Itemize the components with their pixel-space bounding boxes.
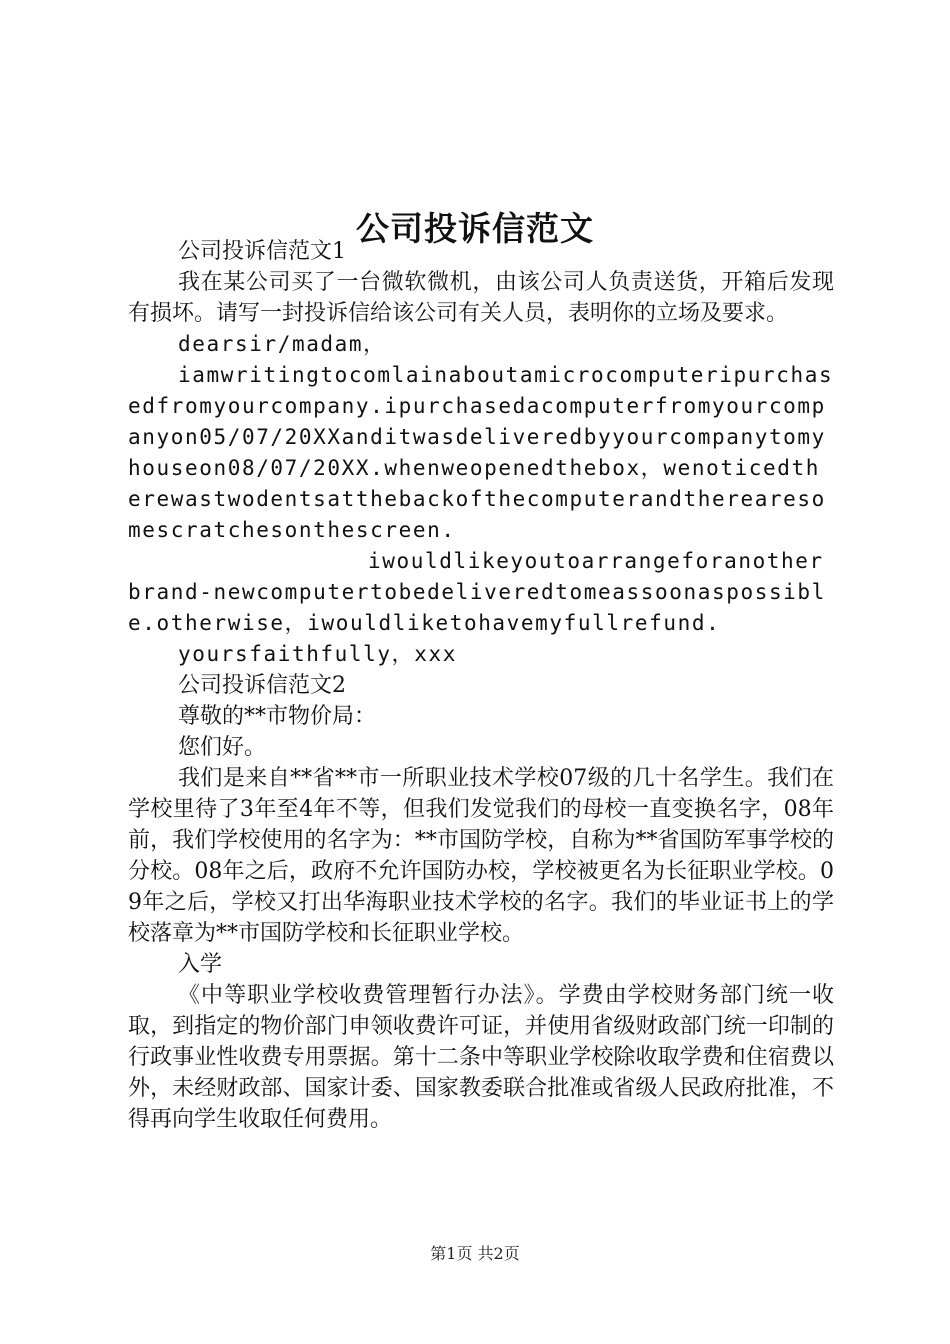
document-body bbox=[128, 236, 834, 1135]
prompt-paragraph: 我在某公司买了一台微软微机，由该公司人负责送货，开箱后发现有损坏。请写一封投诉信给该公司有关人员，表明你的立场及要求。 bbox=[128, 270, 834, 326]
letter-closing: yoursfaithfully，xxx bbox=[178, 642, 457, 666]
letter-addressee: 尊敬的**市物价局： bbox=[178, 704, 377, 729]
document-title: 公司投诉信范文 bbox=[356, 209, 594, 249]
complaint-paragraph-1: 我们是来自**省**市一所职业技术学校07级的几十名学生。我们在学校里待了3年至4年不等，但我们发觉我们的母校一直变换名字，08年前，我们学校使用的名字为：**市国防学校，自称为**省国防军事学校的分校。08年之后，政府不允许国防办校，学校被更名为长征职业学校。09年之后，学校又打出华海职业技术学校的名字。我们的毕业证书上的学校落章为**市国防学校和长征职业学校。 bbox=[128, 766, 834, 946]
section-heading-1: 公司投诉信范文1 bbox=[178, 239, 346, 264]
complaint-paragraph-2: 《中等职业学校收费管理暂行办法》。学费由学校财务部门统一收取，到指定的物价部门申领收费许可证，并使用省级财政部门统一印制的行政事业性收费专用票据。第十二条中等职业学校除收取学费和住宿费以外，未经财政部、国家计委、国家教委联合批准或省级人民政府批准，不得再向学生收取任何费用。 bbox=[128, 983, 834, 1132]
letter-greeting: 您们好。 bbox=[178, 735, 267, 760]
letter-body-paragraph-2: iwouldlikeyoutoarrangeforanotherbrand-newcomputertobedeliveredtomeassoonaspossible.otherwise，iwouldliketohavemyfullrefund. bbox=[128, 549, 826, 635]
letter-body-paragraph-1: iamwritingtocomlainaboutamicrocomputeripurchasedfromyourcompany.ipurchasedacomputerfromyourcompanyon05/07/20XXanditwasdeliveredbyyourcompanytomyhouseon08/07/20XX.whenweopenedthebox，wenoticedtherewastwodentsatthebackofthecomputerandtherearesomescratchesonthescreen. bbox=[128, 363, 834, 542]
page-footer: 第1页 共2页 bbox=[430, 1244, 520, 1263]
complaint-subheading: 入学 bbox=[178, 952, 223, 977]
letter-salutation: dearsir/madam， bbox=[178, 332, 386, 356]
section-heading-2: 公司投诉信范文2 bbox=[178, 673, 346, 698]
